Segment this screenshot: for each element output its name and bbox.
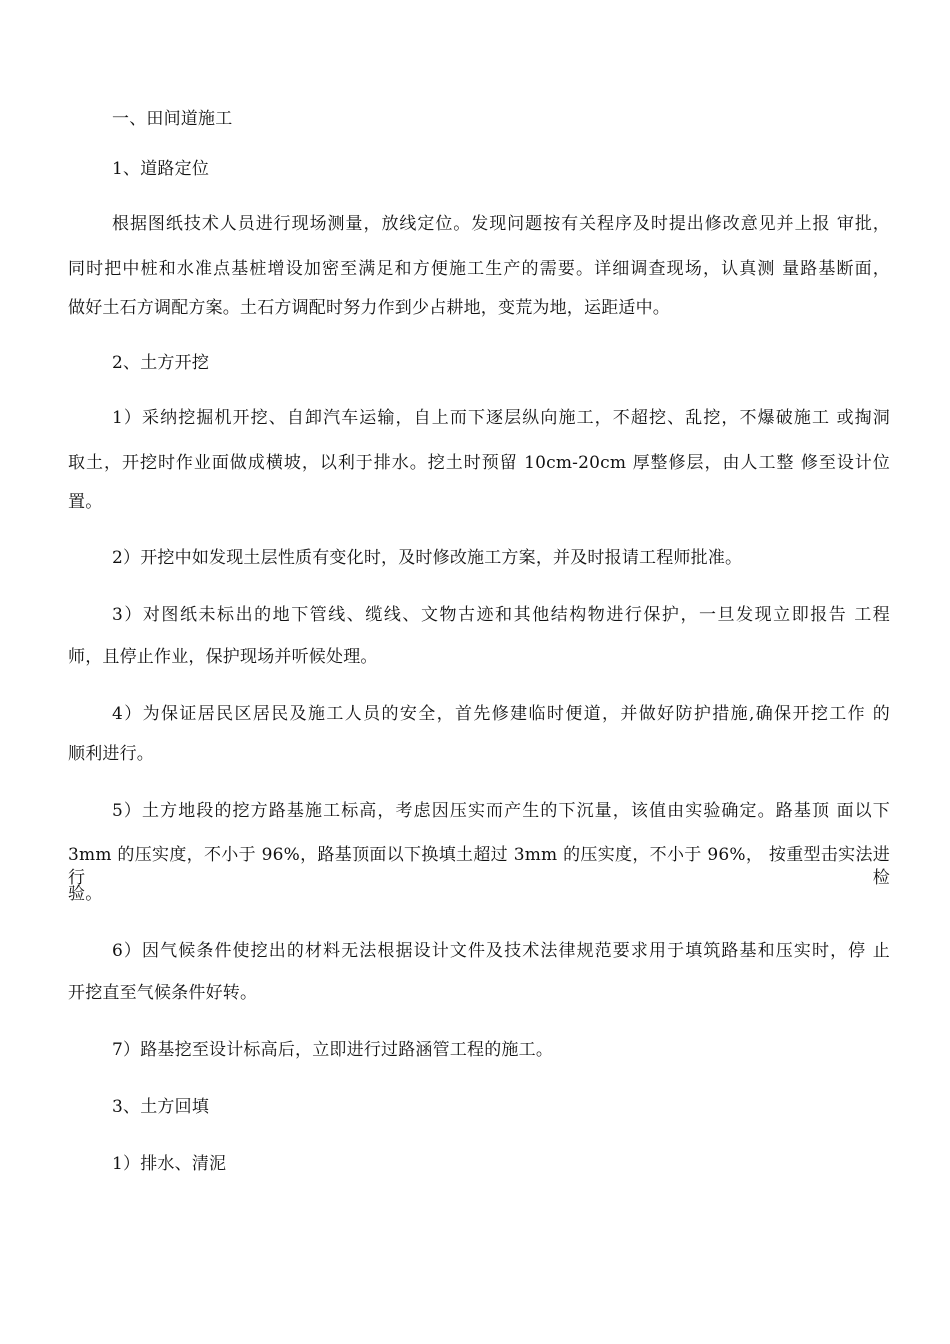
list-item-line: 6）因气候条件使挖出的材料无法根据设计文件及技术法律规范要求用于填筑路基和压实时，停 止 xyxy=(112,941,890,961)
subsection-title-road-positioning: 1、道路定位 xyxy=(112,159,210,179)
subsection-title-earth-excavation: 2、土方开挖 xyxy=(112,353,210,373)
list-item-line: 开挖直至气候条件好转。 xyxy=(68,983,258,1003)
paragraph-line: 同时把中桩和水准点基桩增设加密至满足和方便施工生产的需要。详细调查现场，认真测 量路基断面， xyxy=(68,259,890,279)
list-item-line: 3）对图纸未标出的地下管线、缆线、文物古迹和其他结构物进行保护，一旦发现立即报告 工程 xyxy=(112,605,890,625)
list-item-line: 1）排水、清泥 xyxy=(112,1154,227,1174)
list-item-line: 顺利进行。 xyxy=(68,744,154,764)
list-item-line: 3mm 的压实度，不小于 96%，路基顶面以下换填土超过 3mm 的压实度，不小于 96%， 按重型击实法进行检 xyxy=(68,845,890,888)
subsection-title-earth-backfill: 3、土方回填 xyxy=(112,1097,210,1117)
list-item-line: 4）为保证居民区居民及施工人员的安全，首先修建临时便道，并做好防护措施,确保开挖工作 的 xyxy=(112,704,890,724)
list-item-line: 取土，开挖时作业面做成横坡，以利于排水。挖土时预留 10cm-20cm 厚整修层，由人工整 修至设计位 xyxy=(68,453,890,473)
paragraph-line: 根据图纸技术人员进行现场测量，放线定位。发现问题按有关程序及时提出修改意见并上报 审批， xyxy=(112,214,890,234)
list-item-line: 师，且停止作业，保护现场并听候处理。 xyxy=(68,647,378,667)
list-item-line: 5）土方地段的挖方路基施工标高，考虑因压实而产生的下沉量，该值由实验确定。路基顶 面以下 xyxy=(112,801,890,821)
list-item-line: 7）路基挖至设计标高后，立即进行过路涵管工程的施工。 xyxy=(112,1040,554,1060)
list-item-line: 置。 xyxy=(68,492,103,512)
paragraph-line: 做好土石方调配方案。土石方调配时努力作到少占耕地，变荒为地，运距适中。 xyxy=(68,298,670,318)
list-item-line: 1）采纳挖掘机开挖、自卸汽车运输，自上而下逐层纵向施工，不超挖、乱挖，不爆破施工 或掏洞 xyxy=(112,408,890,428)
list-item-line: 验。 xyxy=(68,884,103,904)
list-item-line: 2）开挖中如发现土层性质有变化时，及时修改施工方案，并及时报请工程师批准。 xyxy=(112,548,743,568)
section-title: 一、田间道施工 xyxy=(112,109,233,129)
